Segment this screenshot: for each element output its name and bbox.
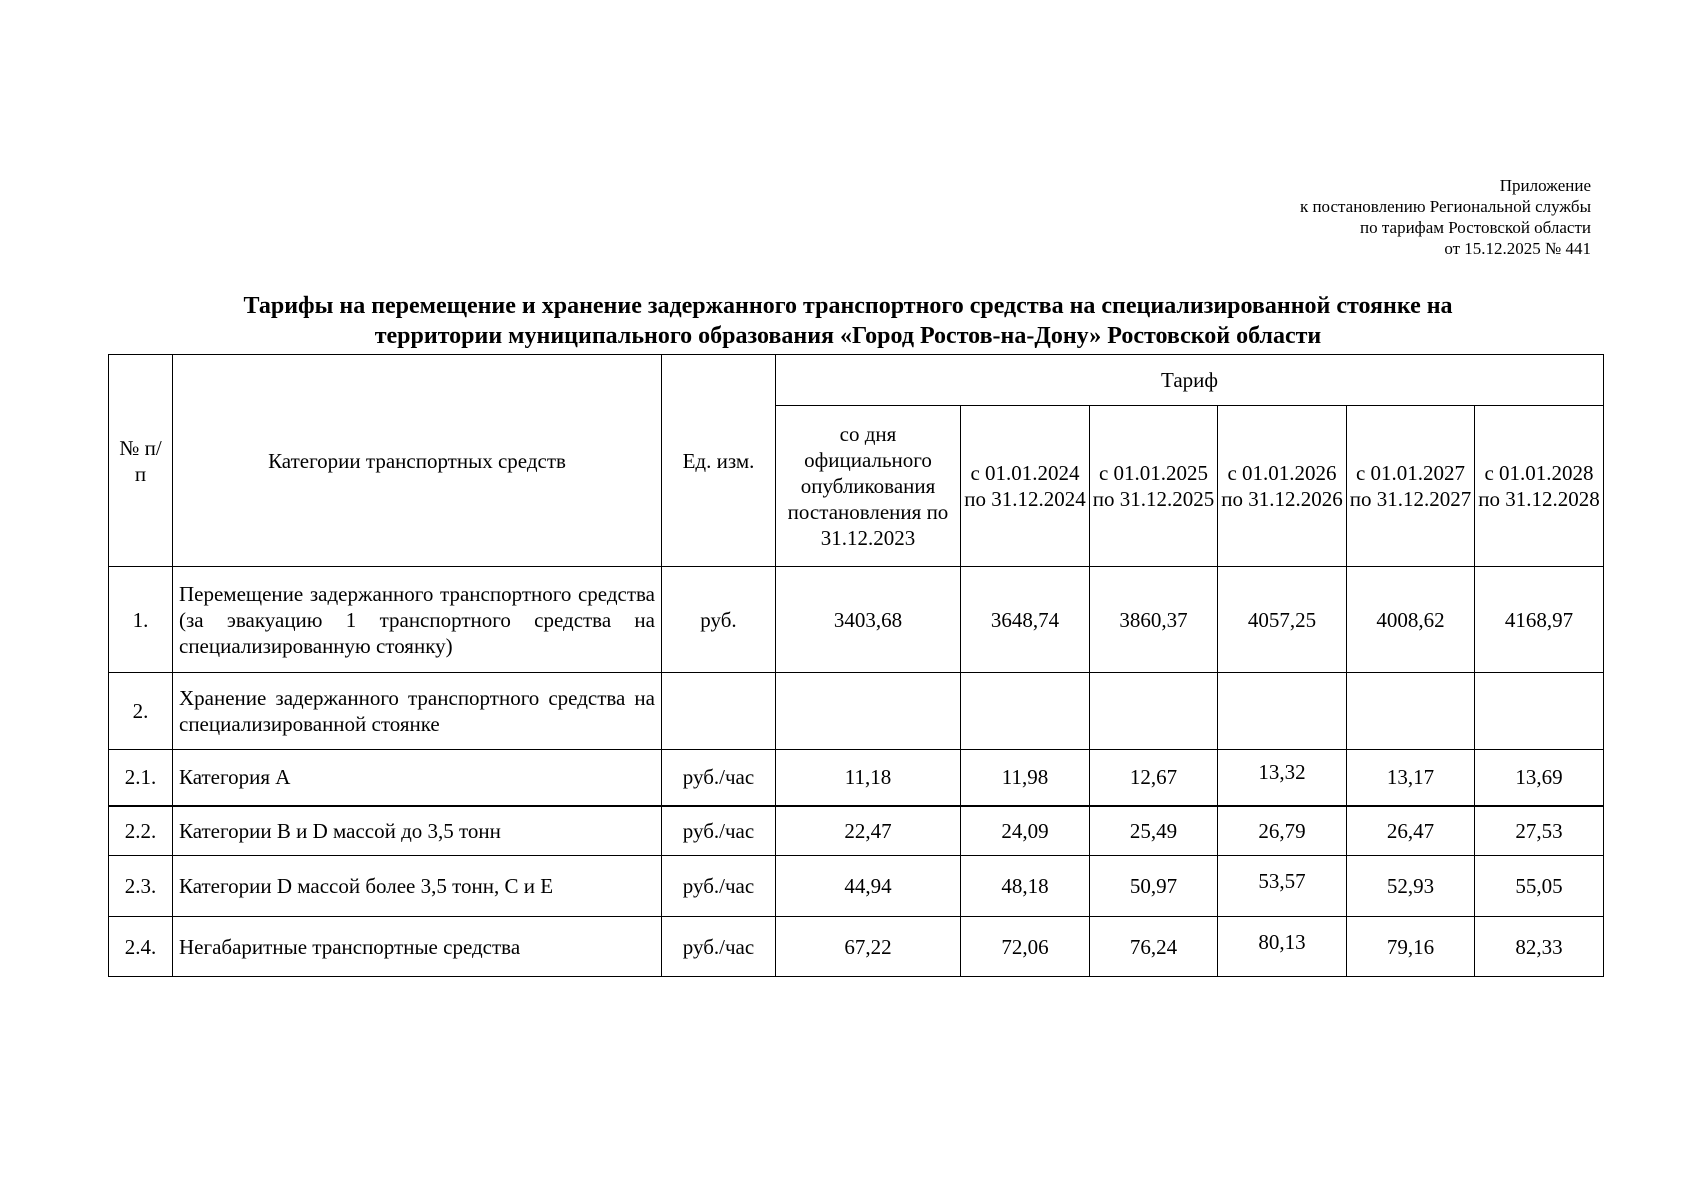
tariff-table <box>108 354 1604 977</box>
row-unit: руб./час <box>662 806 776 856</box>
row-unit <box>662 673 776 750</box>
row-value <box>1090 673 1218 750</box>
row-value: 55,05 <box>1475 856 1604 917</box>
row-unit: руб./час <box>662 917 776 977</box>
row-unit: руб. <box>662 567 776 673</box>
row-value: 48,18 <box>961 856 1090 917</box>
row-value <box>961 673 1090 750</box>
row-num: 2.1. <box>109 750 173 806</box>
table-header-row <box>109 355 1604 406</box>
table-row <box>109 917 1604 977</box>
row-value: 72,06 <box>961 917 1090 977</box>
row-unit: руб./час <box>662 856 776 917</box>
header-period: с 01.01.2027 по 31.12.2027 <box>1347 406 1475 567</box>
row-value: 3860,37 <box>1090 567 1218 673</box>
row-category: Категория A <box>173 750 662 806</box>
row-value <box>1218 673 1347 750</box>
row-value: 67,22 <box>776 917 961 977</box>
row-value: 11,98 <box>961 750 1090 806</box>
header-period: со дня официального опубликования постановления по 31.12.2023 <box>776 406 961 567</box>
row-value: 3648,74 <box>961 567 1090 673</box>
row-value <box>1475 673 1604 750</box>
row-value: 25,49 <box>1090 806 1218 856</box>
row-value <box>1218 750 1347 806</box>
table-row <box>109 806 1604 856</box>
appendix-line: от 15.12.2025 № 441 <box>1444 239 1591 258</box>
row-value: 12,67 <box>1090 750 1218 806</box>
row-value: 24,09 <box>961 806 1090 856</box>
document-title-line: Тарифы на перемещение и хранение задержанного транспортного средства на специализированной стоянке на <box>243 293 1453 319</box>
row-value: 76,24 <box>1090 917 1218 977</box>
appendix-line: Приложение <box>1499 176 1591 195</box>
row-value <box>1218 856 1347 917</box>
row-value: 4057,25 <box>1218 567 1347 673</box>
table-row <box>109 673 1604 750</box>
row-value: 13,17 <box>1347 750 1475 806</box>
row-num: 1. <box>109 567 173 673</box>
header-period: с 01.01.2025 по 31.12.2025 <box>1090 406 1218 567</box>
row-value: 79,16 <box>1347 917 1475 977</box>
row-value: 27,53 <box>1475 806 1604 856</box>
row-value: 22,47 <box>776 806 961 856</box>
row-num: 2. <box>109 673 173 750</box>
header-period: с 01.01.2024 по 31.12.2024 <box>961 406 1090 567</box>
row-unit: руб./час <box>662 750 776 806</box>
row-value: 44,94 <box>776 856 961 917</box>
row-num: 2.3. <box>109 856 173 917</box>
row-category: Категории B и D массой до 3,5 тонн <box>173 806 662 856</box>
document-title <box>110 291 1586 351</box>
appendix-line: к постановлению Региональной службы <box>1299 197 1591 216</box>
row-num: 2.2. <box>109 806 173 856</box>
row-value: 4168,97 <box>1475 567 1604 673</box>
table-row <box>109 750 1604 806</box>
row-value: 13,69 <box>1475 750 1604 806</box>
row-num: 2.4. <box>109 917 173 977</box>
row-value: 52,93 <box>1347 856 1475 917</box>
header-period: с 01.01.2026 по 31.12.2026 <box>1218 406 1347 567</box>
appendix-line: по тарифам Ростовской области <box>1360 218 1591 237</box>
row-category: Перемещение задержанного транспортного средства (за эвакуацию 1 транспортного средства на специализированную стоянку) <box>173 567 662 673</box>
row-value-text: 80,13 <box>1258 929 1306 954</box>
row-value: 26,79 <box>1218 806 1347 856</box>
header-tariff: Тариф <box>776 355 1604 406</box>
row-category: Негабаритные транспортные средства <box>173 917 662 977</box>
row-value: 50,97 <box>1090 856 1218 917</box>
document-title-line: территории муниципального образования «Город Ростов-на-Дону» Ростовской области <box>374 323 1322 349</box>
row-value: 4008,62 <box>1347 567 1475 673</box>
header-unit: Ед. изм. <box>662 355 776 567</box>
header-num: № п/п <box>109 355 173 567</box>
row-value: 26,47 <box>1347 806 1475 856</box>
row-category: Категории D массой более 3,5 тонн, C и E <box>173 856 662 917</box>
row-value: 11,18 <box>776 750 961 806</box>
header-category: Категории транспортных средств <box>173 355 662 567</box>
row-value <box>1218 917 1347 977</box>
row-value: 3403,68 <box>776 567 961 673</box>
row-category: Хранение задержанного транспортного средства на специализированной стоянке <box>173 673 662 750</box>
row-value-text: 53,57 <box>1258 869 1306 893</box>
table-row <box>109 567 1604 673</box>
table-row <box>109 856 1604 917</box>
header-period: с 01.01.2028 по 31.12.2028 <box>1475 406 1604 567</box>
appendix-block <box>1300 175 1591 259</box>
row-value <box>776 673 961 750</box>
row-value: 82,33 <box>1475 917 1604 977</box>
row-value-text: 13,32 <box>1258 760 1306 785</box>
row-value <box>1347 673 1475 750</box>
